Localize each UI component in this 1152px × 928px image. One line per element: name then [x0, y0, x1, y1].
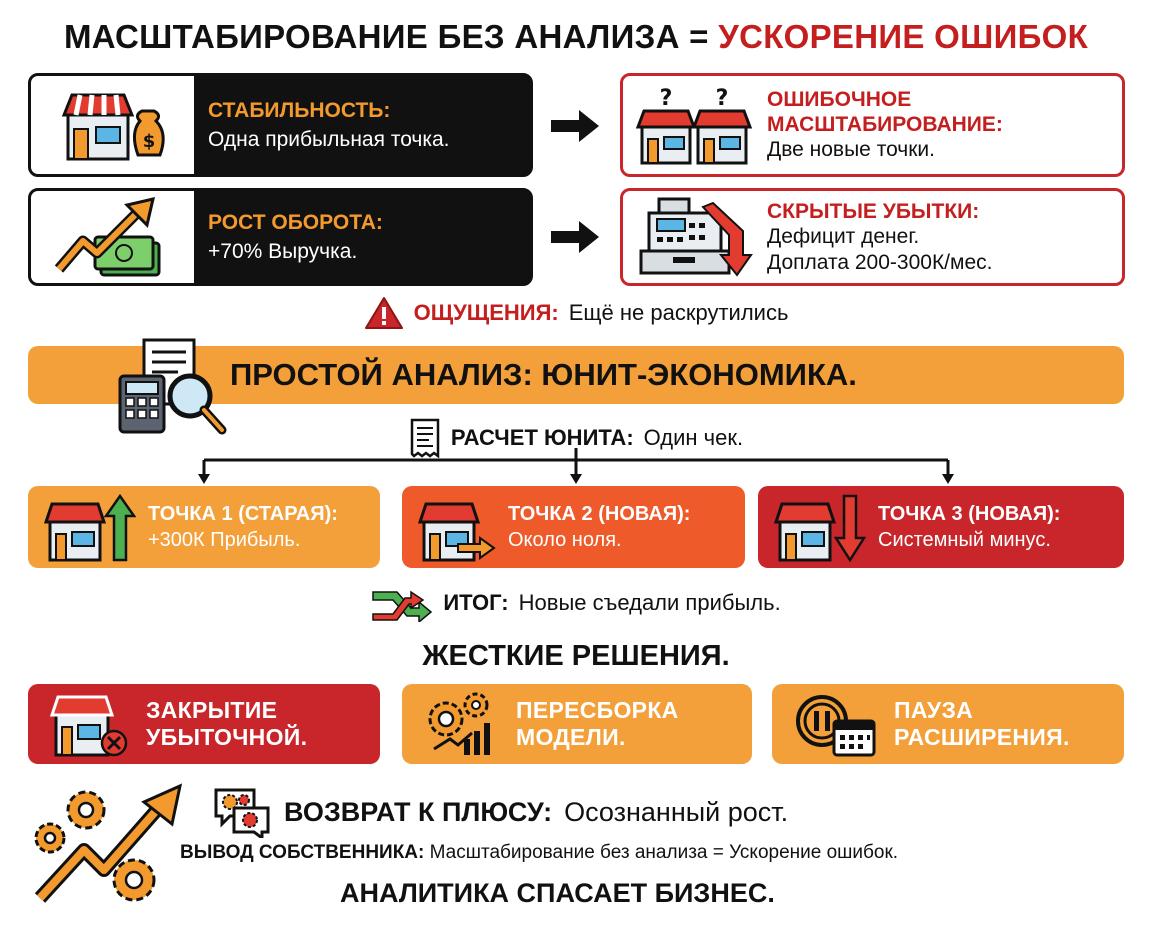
- point-3-card: [758, 486, 1124, 568]
- hidden-losses-text-1: Дефицит денег.: [767, 224, 920, 248]
- owner-conclusion-heading: ВЫВОД СОБСТВЕННИКА:: [180, 842, 425, 863]
- pause-calendar-icon: [794, 691, 878, 757]
- stability-text: Одна прибыльная точка.: [208, 127, 450, 151]
- point-1-text: +300К Прибыль.: [148, 528, 301, 551]
- stability-card: [28, 73, 533, 177]
- arrow-right-icon: [551, 108, 601, 144]
- growth-gears-icon: [28, 780, 188, 910]
- point-2-text: Около ноля.: [508, 528, 622, 551]
- shop-arrow-up-icon: [44, 492, 136, 562]
- point-1-card: [28, 486, 380, 568]
- arrow-right-icon-2: [551, 219, 601, 255]
- svg-text:?: ?: [715, 86, 729, 111]
- wrong-scaling-heading-1: ОШИБОЧНОЕ: [767, 88, 912, 111]
- decision-rebuild-line-1: ПЕРЕСБОРКА: [516, 697, 679, 723]
- final-statement: АНАЛИТИКА СПАСАЕТ БИЗНЕС.: [340, 878, 775, 908]
- gears-chart-icon: [424, 691, 500, 757]
- turnover-card: [28, 188, 533, 286]
- growth-cash-icon: [31, 191, 194, 283]
- wrong-scaling-text: Две новые точки.: [767, 138, 935, 161]
- shop-arrow-right-icon: [418, 492, 496, 562]
- wrong-scaling-heading-2: МАСШТАБИРОВАНИЕ:: [767, 113, 1003, 136]
- decision-pause-card: [772, 684, 1124, 764]
- point-3-heading: ТОЧКА 3 (НОВАЯ):: [878, 502, 1061, 525]
- hidden-losses-heading: СКРЫТЫЕ УБЫТКИ:: [767, 199, 980, 223]
- decision-rebuild-card: [402, 684, 752, 764]
- point-3-text: Системный минус.: [878, 528, 1051, 551]
- hard-decisions-title: ЖЕСТКИЕ РЕШЕНИЯ.: [422, 640, 730, 672]
- turnover-text: +70% Выручка.: [208, 239, 358, 263]
- cash-register-down-icon: [623, 195, 763, 279]
- title-part-1: МАСШТАБИРОВАНИЕ БЕЗ АНАЛИЗА =: [63, 18, 719, 55]
- return-heading: ВОЗВРАТ К ПЛЮСУ:: [284, 796, 553, 827]
- shop-close-icon: [50, 691, 130, 757]
- unit-calc-heading: РАСЧЕТ ЮНИТА:: [450, 425, 634, 450]
- tree-connector: [190, 446, 962, 486]
- result-text: Новые съедали прибыль.: [518, 590, 781, 615]
- point-2-heading: ТОЧКА 2 (НОВАЯ):: [508, 502, 691, 525]
- point-1-heading: ТОЧКА 1 (СТАРАЯ):: [148, 502, 338, 525]
- decision-pause-line-2: РАСШИРЕНИЯ.: [894, 724, 1070, 750]
- feelings-line: [0, 296, 1152, 330]
- result-heading: ИТОГ:: [443, 590, 509, 615]
- return-text: Осознанный рост.: [564, 796, 789, 827]
- decision-pause-line-1: ПАУЗА: [894, 697, 974, 723]
- shop-moneybag-icon: [31, 76, 194, 174]
- decision-close-card: [28, 684, 380, 764]
- result-line: [0, 584, 1152, 622]
- turnover-heading: РОСТ ОБОРОТА:: [208, 210, 383, 234]
- return-line: [212, 786, 788, 838]
- svg-text:$: $: [142, 131, 155, 152]
- stability-heading: СТАБИЛЬНОСТЬ:: [208, 98, 391, 122]
- two-shops-question-icon: [623, 83, 763, 167]
- crossing-arrows-icon: [371, 584, 433, 622]
- svg-text:?: ?: [659, 86, 673, 111]
- chat-gears-icon: [212, 786, 272, 838]
- title-part-2: УСКОРЕНИЕ ОШИБОК: [718, 18, 1089, 55]
- decision-close-line-2: УБЫТОЧНОЙ.: [146, 724, 308, 750]
- owner-conclusion-text: Масштабирование без анализа = Ускорение ошибок.: [429, 842, 899, 863]
- shop-arrow-down-icon: [774, 492, 866, 562]
- hidden-losses-card: [620, 188, 1125, 286]
- warning-icon: [364, 296, 404, 330]
- owner-conclusion: [180, 842, 898, 864]
- feelings-text: Ещё не раскрутились: [568, 300, 789, 325]
- page-title: [0, 18, 1152, 56]
- decision-close-line-1: ЗАКРЫТИЕ: [146, 697, 278, 723]
- unit-calc-text: Один чек.: [643, 425, 744, 450]
- decision-rebuild-line-2: МОДЕЛИ.: [516, 724, 626, 750]
- point-2-card: [402, 486, 745, 568]
- wrong-scaling-card: [620, 73, 1125, 177]
- analysis-banner-text: ПРОСТОЙ АНАЛИЗ: ЮНИТ-ЭКОНОМИКА.: [230, 357, 857, 392]
- hidden-losses-text-2: Доплата 200-300К/мес.: [767, 250, 993, 274]
- feelings-heading: ОЩУЩЕНИЯ:: [413, 300, 559, 325]
